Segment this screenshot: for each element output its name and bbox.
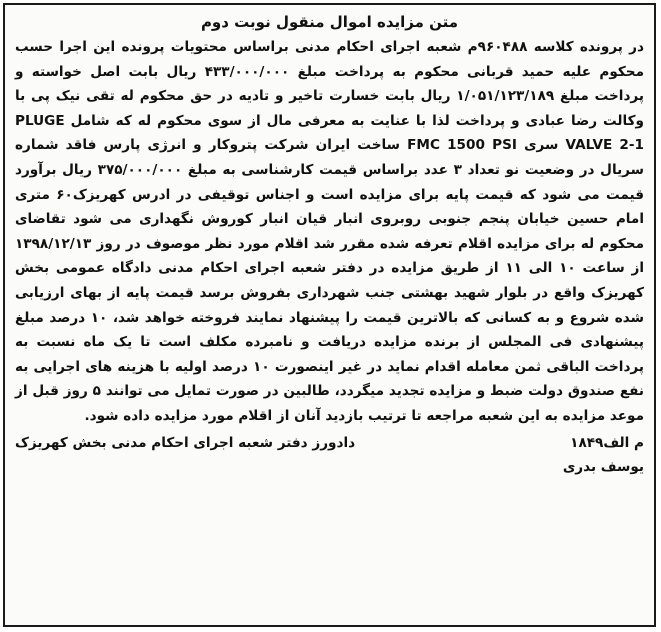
notice-title: متن مزایده اموال منقول نوبت دوم [200, 13, 459, 31]
notice-footer [15, 431, 644, 479]
notice-code: م الف۱۸۴۹ [570, 434, 644, 451]
signature-name: یوسف بدری [562, 458, 644, 475]
footer-row [15, 431, 644, 455]
notice-frame [3, 3, 656, 627]
signature-title: دادورز دفتر شعبه اجرای احکام مدنی بخش کهریزک [15, 434, 356, 451]
notice-content [15, 11, 644, 479]
notice-body: در پرونده کلاسه ۹۶۰۴۸۸م شعبه اجرای احکام مدنی براساس محتویات پرونده این اجرا حسب محکوم علیه حمید قربانی محکوم به پرداخت مبلغ ۴۳۳/۰۰۰/۰۰۰ ریال بابت اصل خواسته و پرداخت مبلغ ۱/۰۵۱/۱۲۳/۱۸۹ ریال بابت خسارت تاخیر و تادیه در حق محکوم له تقی نیک پی با وکالت رضا عبادی و پرداخت لذا با عنایت به معرفی مال از سوی محکوم له که شامل PLUGE VALVE 2-1 سری FMC 1500 PSI ساخت ایران شرکت پتروکار و انرژی پارس فاقد شماره سریال در وضعیت نو تعداد ۳ عدد براساس قیمت کارشناسی به مبلغ ۳۷۵/۰۰۰/۰۰۰ ریال برآورد قیمت می شود که قیمت پایه برای مزایده است و اجناس توقیفی در ادرس کهریزک۶۰ متری امام حسین خیابان پنجم جنوبی روبروی انبار قیان انبار کوروش نگهداری می شود تقاضای محکوم له برای مزایده اقلام تعرفه شده مقرر شد اقلام مورد نظر موصوف در روز ۱۳۹۸/۱۲/۱۳ از ساعت ۱۰ الی ۱۱ از طریق مزایده در دفتر شعبه اجرای احکام مدنی دادگاه عمومی بخش کهریزک واقع در بلوار شهید بهشتی جنب شهرداری بفروش برسد قیمت پایه از بهای ارزیابی شده شروع و به کسانی که بالاترین قیمت را پیشنهاد نمایند فروخته خواهد شد، ۱۰ درصد مبلغ پیشنهادی فی المجلس از برنده مزایده دریافت و نامبرده مکلف است تا یک ماه نسبت به پرداخت الباقی ثمن معامله اقدام نماید در غیر اینصورت ۱۰ درصد اولیه با هزینه های اجرایی به نفع صندوق دولت ضبط و مزایده تجدید میگردد، طالبین در صورت تمایل می توانند ۵ روز قبل از موعد مزایده به این شعبه مراجعه تا ترتیب بازدید آنان از اقلام مورد مزایده داده شود. [15, 39, 645, 424]
